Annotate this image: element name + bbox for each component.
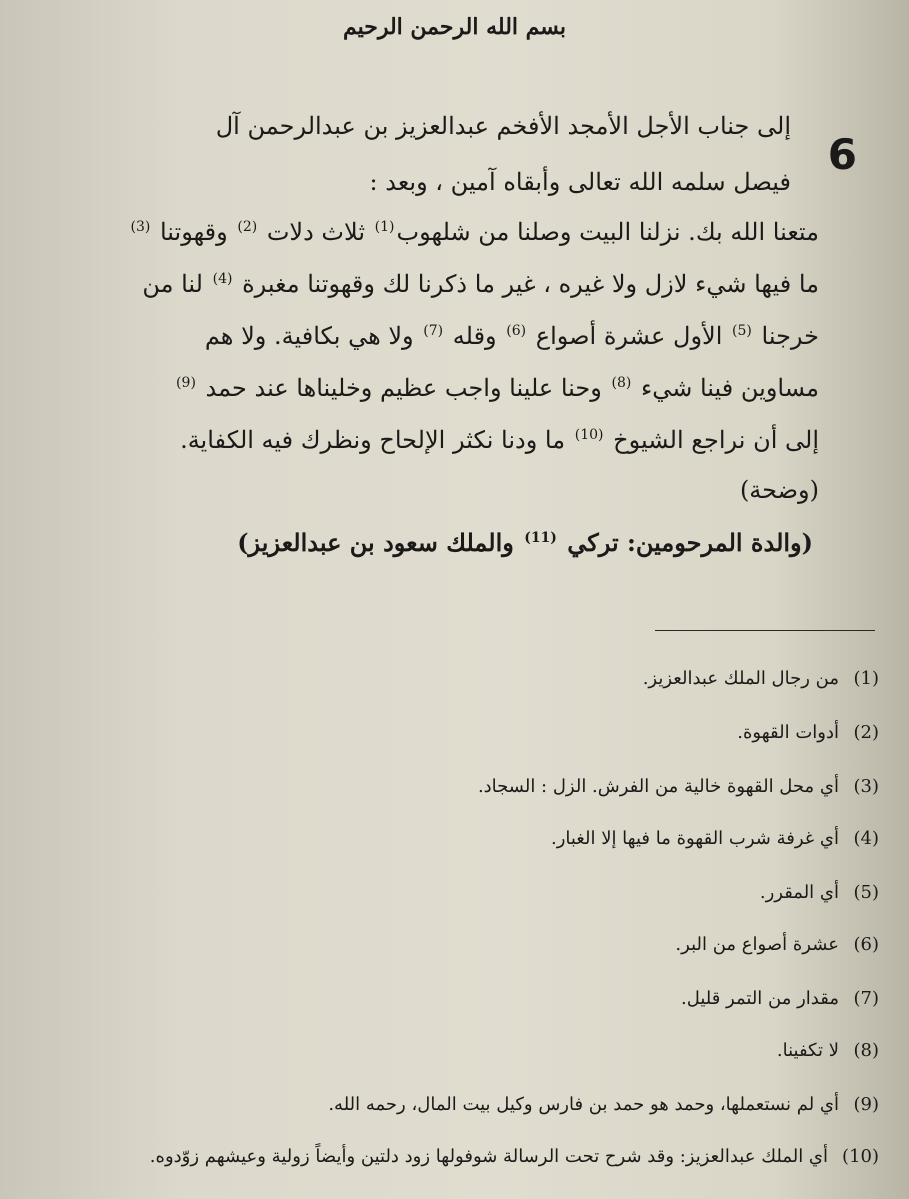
footnote-item: (6) عشرة أصواع من البر.: [675, 934, 879, 955]
footnote-item: (1) من رجال الملك عبدالعزيز.: [642, 668, 879, 689]
footnote-item: (7) مقدار من التمر قليل.: [680, 988, 879, 1009]
footnote-item: (10) أي الملك عبدالعزيز: وقد شرح تحت الرسالة شوفولها زود دلتين وأيضاً زولية وعيشهم زوّدوه.: [149, 1146, 879, 1167]
footnote-ref: (8): [611, 375, 632, 391]
footnote-ref: (7): [423, 323, 444, 339]
letter-line-3: متعنا الله بك. نزلنا البيت وصلنا من شلهوب$^{(1)}$ ثلاث دلات $^{(2)}$ وقهوتنا $^{(3)}$: [130, 218, 819, 246]
footnote-ref: (3): [130, 219, 151, 235]
letter-sender: (وضحة): [739, 476, 819, 504]
footnote-ref: (10): [574, 427, 604, 443]
footnote-item: (5) أي المقرر.: [759, 882, 879, 903]
letter-line-7: إلى أن نراجع الشيوخ $^{(10)}$ ما ودنا نكثر الإلحاح ونظرك فيه الكفاية.: [180, 426, 819, 454]
letter-line-2: فيصل سلمه الله تعالى وأبقاه آمين ، وبعد :: [369, 168, 791, 196]
footnote-ref: (2): [237, 219, 258, 235]
footnote-ref: (5): [732, 323, 752, 339]
footnote-ref: (9): [176, 375, 196, 391]
signature-note: (والدة المرحومين: تركي $^{(11)}$ والملك سعود بن عبدالعزيز): [237, 528, 813, 557]
footnote-item: (8) لا تكفينا.: [776, 1040, 879, 1061]
footnote-item: (4) أي غرفة شرب القهوة ما فيها إلا الغبار.: [550, 828, 879, 849]
basmala-heading: بسم الله الرحمن الرحيم: [342, 14, 567, 40]
footnote-ref: (11): [524, 530, 557, 546]
letter-line-1: إلى جناب الأجل الأمجد الأفخم عبدالعزيز بن عبدالرحمن آل: [215, 112, 791, 140]
footnote-ref: (6): [506, 323, 527, 339]
footnote-ref: (1): [374, 219, 395, 235]
letter-line-5: خرجنا $^{(5)}$ الأول عشرة أصواع $^{(6)}$ وقله $^{(7)}$ ولا هي بكافية. ولا هم: [204, 322, 819, 350]
footnote-item: (9) أي لم نستعملها، وحمد هو حمد بن فارس وكيل بيت المال، رحمه الله.: [328, 1094, 879, 1115]
footnote-ref: (4): [212, 271, 233, 287]
letter-number: 6: [827, 130, 857, 179]
footnote-item: (3) أي محل القهوة خالية من الفرش. الزل : السجاد.: [477, 776, 879, 797]
footnote-item: (2) أدوات القهوة.: [737, 722, 879, 743]
letter-line-6: مساوين فينا شيء $^{(8)}$ وحنا علينا واجب عظيم وخليناها عند حمد $^{(9)}$: [176, 374, 819, 402]
letter-line-4: ما فيها شيء لازل ولا غيره ، غير ما ذكرنا لك وقهوتنا مغبرة $^{(4)}$ لنا من: [142, 270, 819, 298]
footnote-separator: [655, 630, 875, 631]
